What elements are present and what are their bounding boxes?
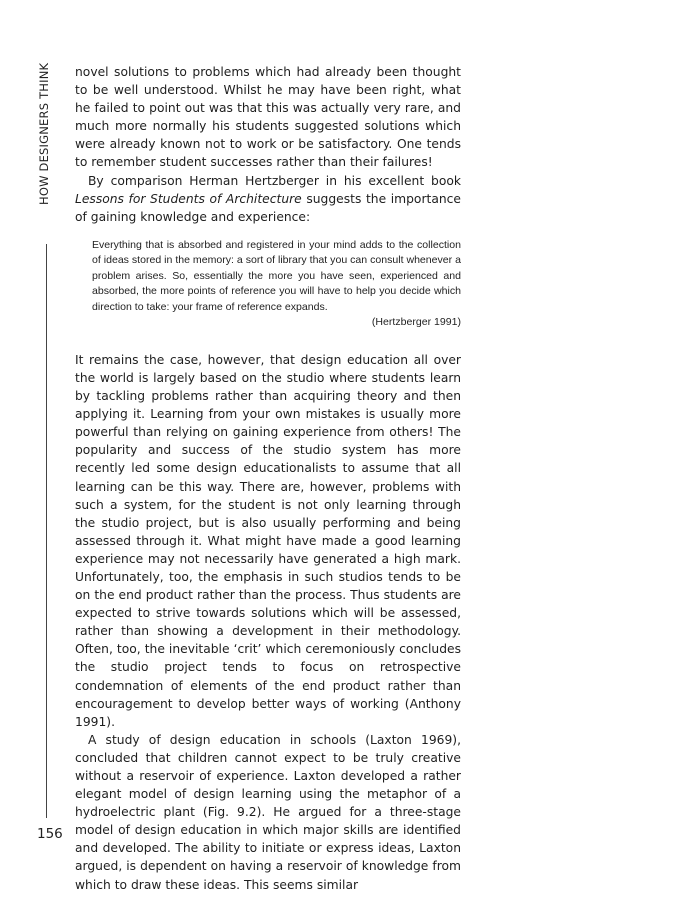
block-quote: [92, 238, 461, 331]
paragraph-2-end: suggests the importance of gaining knowledge and experience:: [75, 191, 461, 224]
running-head: HOW DESIGNERS THINK: [37, 62, 51, 205]
paragraph-2: [75, 172, 461, 226]
book-title: Lessons for Students of Architecture: [75, 191, 302, 206]
quote-text: Everything that is absorbed and registered in your mind adds to the collection of ideas stored in the memory: a sort of library that you can consult whenever a problem arises. So, essentially the more you have seen, experienced and absorbed, the more points of reference you will have to help you decide which direction to take: your frame of reference expands.: [92, 238, 461, 313]
page-number: 156: [37, 826, 63, 842]
paragraph-3: It remains the case, however, that design education all over the world is largely based on the studio where students learn by tackling problems rather than acquiring theory and then applying it. Learning from your own mistakes is usually more powerful than relying on gaining experience from others! The popularity and success of the studio system has more recently led some design educationalists to assume that all learning can be this way. There are, however, problems with such a system, for the student is not only learning through the studio project, but is also usually performing and being assessed through it. What might have made a good learning experience may not necessarily have generated a high mark. Unfortunately, too, the emphasis in such studios tends to be on the end product rather than the process. Thus students are expected to strive towards solutions which will be assessed, rather than showing a development in their methodology. Often, too, the inevitable ‘crit’ which ceremoniously concludes the studio project tends to focus on retrospective condemnation of elements of the end product rather than encouragement to develop better ways of working (Anthony 1991).: [75, 352, 461, 729]
paragraph-4: A study of design education in schools (Laxton 1969), concluded that children cannot expect to be truly creative without a reservoir of experience. Laxton developed a rather elegant model of design learning using the metaphor of a hydroelectric plant (Fig. 9.2). He argued for a three-stage model of design education in which major skills are identified and developed. The ability to initiate or express ideas, Laxton argued, is dependent on having a reservoir of knowledge from which to draw these ideas. This seems similar: [75, 732, 461, 892]
body-text: [75, 63, 461, 894]
paragraph-2-start: By comparison Herman Hertzberger in his excellent book: [88, 173, 461, 188]
margin-rule: [46, 244, 47, 818]
quote-citation: (Hertzberger 1991): [371, 316, 461, 329]
paragraph-1: novel solutions to problems which had already been thought to be well understood. Whilst he may have been right, what he failed to point out was that this was actually very rare, and much more normally his students suggested solutions which were already known not to work or be satisfactory. One tends to remember student successes rather than their failures!: [75, 65, 461, 170]
